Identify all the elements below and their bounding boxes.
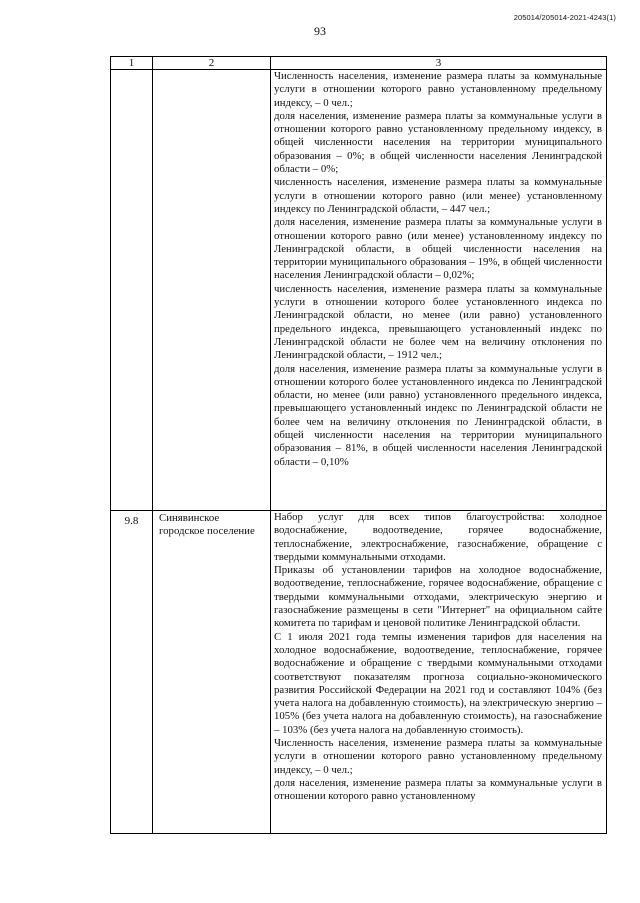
paragraph: Приказы об установлении тарифов на холодное водоснабжение, водоотведение, теплоснабжение, горячее водоснабжение, обращение с твердыми коммунальными отходами, электрическую энергию и газоснабжение размещены в сети "Интернет" на официальном сайте комитета по тарифам и ценовой политике Ленинградской области. bbox=[274, 564, 602, 630]
paragraph: Набор услуг для всех типов благоустройства: холодное водоснабжение, водоотведение, горячее водоснабжение, теплоснабжение, электроснабжение, газоснабжение, обращение с твердыми коммунальными отходами. bbox=[274, 511, 602, 563]
table-row-continued bbox=[111, 70, 607, 511]
paragraph: С 1 июля 2021 года темпы изменения тарифов для населения на холодное водоснабжение, водоотведение, теплоснабжение, горячее водоснабжение и обращение с твердыми коммунальными отходами соответствуют показателям прогноза социально-экономического развития Российской Федерации на 2021 год и составляют 104% (без учета налога на добавленную стоимость), на электрическую энергию – 105% (без учета налога на добавленную стоимость), на газоснабжение – 103% (без учета налога на добавленную стоимость). bbox=[274, 630, 602, 736]
tariff-description-cell bbox=[271, 70, 607, 511]
paragraph: численность населения, изменение размера платы за коммунальные услуги в отношении которого равно (или менее) установленному индексу по Ленинградской области, – 447 чел.; bbox=[274, 176, 602, 215]
paragraph: доля населения, изменение размера платы за коммунальные услуги в отношении которого равно установленному bbox=[274, 776, 602, 803]
municipality-name-cell bbox=[153, 70, 271, 511]
column-number-1: 1 bbox=[111, 57, 153, 70]
tariff-description-cell bbox=[271, 511, 607, 834]
column-number-3: 3 bbox=[271, 57, 607, 70]
row-number-cell bbox=[111, 70, 153, 511]
page-number: 93 bbox=[314, 24, 326, 38]
document-id: 205014/205014-2021-4243(1) bbox=[513, 13, 616, 22]
paragraph: Численность населения, изменение размера платы за коммунальные услуги в отношении которого равно установленному предельному индексу, – 0 чел.; bbox=[274, 737, 602, 776]
municipality-name-cell: Синявинское городское поселение bbox=[153, 511, 271, 834]
row-number-cell: 9.8 bbox=[111, 511, 153, 834]
table-row-9-8 bbox=[111, 511, 607, 834]
paragraph: Численность населения, изменение размера платы за коммунальные услуги в отношении которого равно установленному предельному индексу, – 0 чел.; bbox=[274, 70, 602, 109]
column-numbers-row bbox=[111, 57, 607, 70]
tariff-table bbox=[110, 56, 607, 834]
column-number-2: 2 bbox=[153, 57, 271, 70]
paragraph: доля населения, изменение размера платы за коммунальные услуги в отношении которого равно (или менее) установленному индексу по Ленинградской области, в общей численности населения на территории муниципального образования – 19%, в общей численности населения Ленинградской области – 0,02%; bbox=[274, 216, 602, 282]
paragraph: доля населения, изменение размера платы за коммунальные услуги в отношении которого более установленного индекса по Ленинградской области, но менее (или равно) установленного предельного индекса, превышающего установленный индекс по Ленинградской области не более чем на величину отклонения по Ленинградской области, в общей численности населения на территории муниципального образования – 81%, в общей численности населения Ленинградской области – 0,10% bbox=[274, 362, 602, 468]
paragraph: численность населения, изменение размера платы за коммунальные услуги в отношении которого более установленного индекса по Ленинградской области, но менее (или равно) установленного предельного индекса, превышающего установленный индекс по Ленинградской области не более чем на величину отклонения по Ленинградской области, – 1912 чел.; bbox=[274, 282, 602, 362]
paragraph: доля населения, изменение размера платы за коммунальные услуги в отношении которого равно установленному предельному индексу, в общей численности населения на территории муниципального образования – 0%; в общей численности населения Ленинградской области – 0%; bbox=[274, 109, 602, 176]
